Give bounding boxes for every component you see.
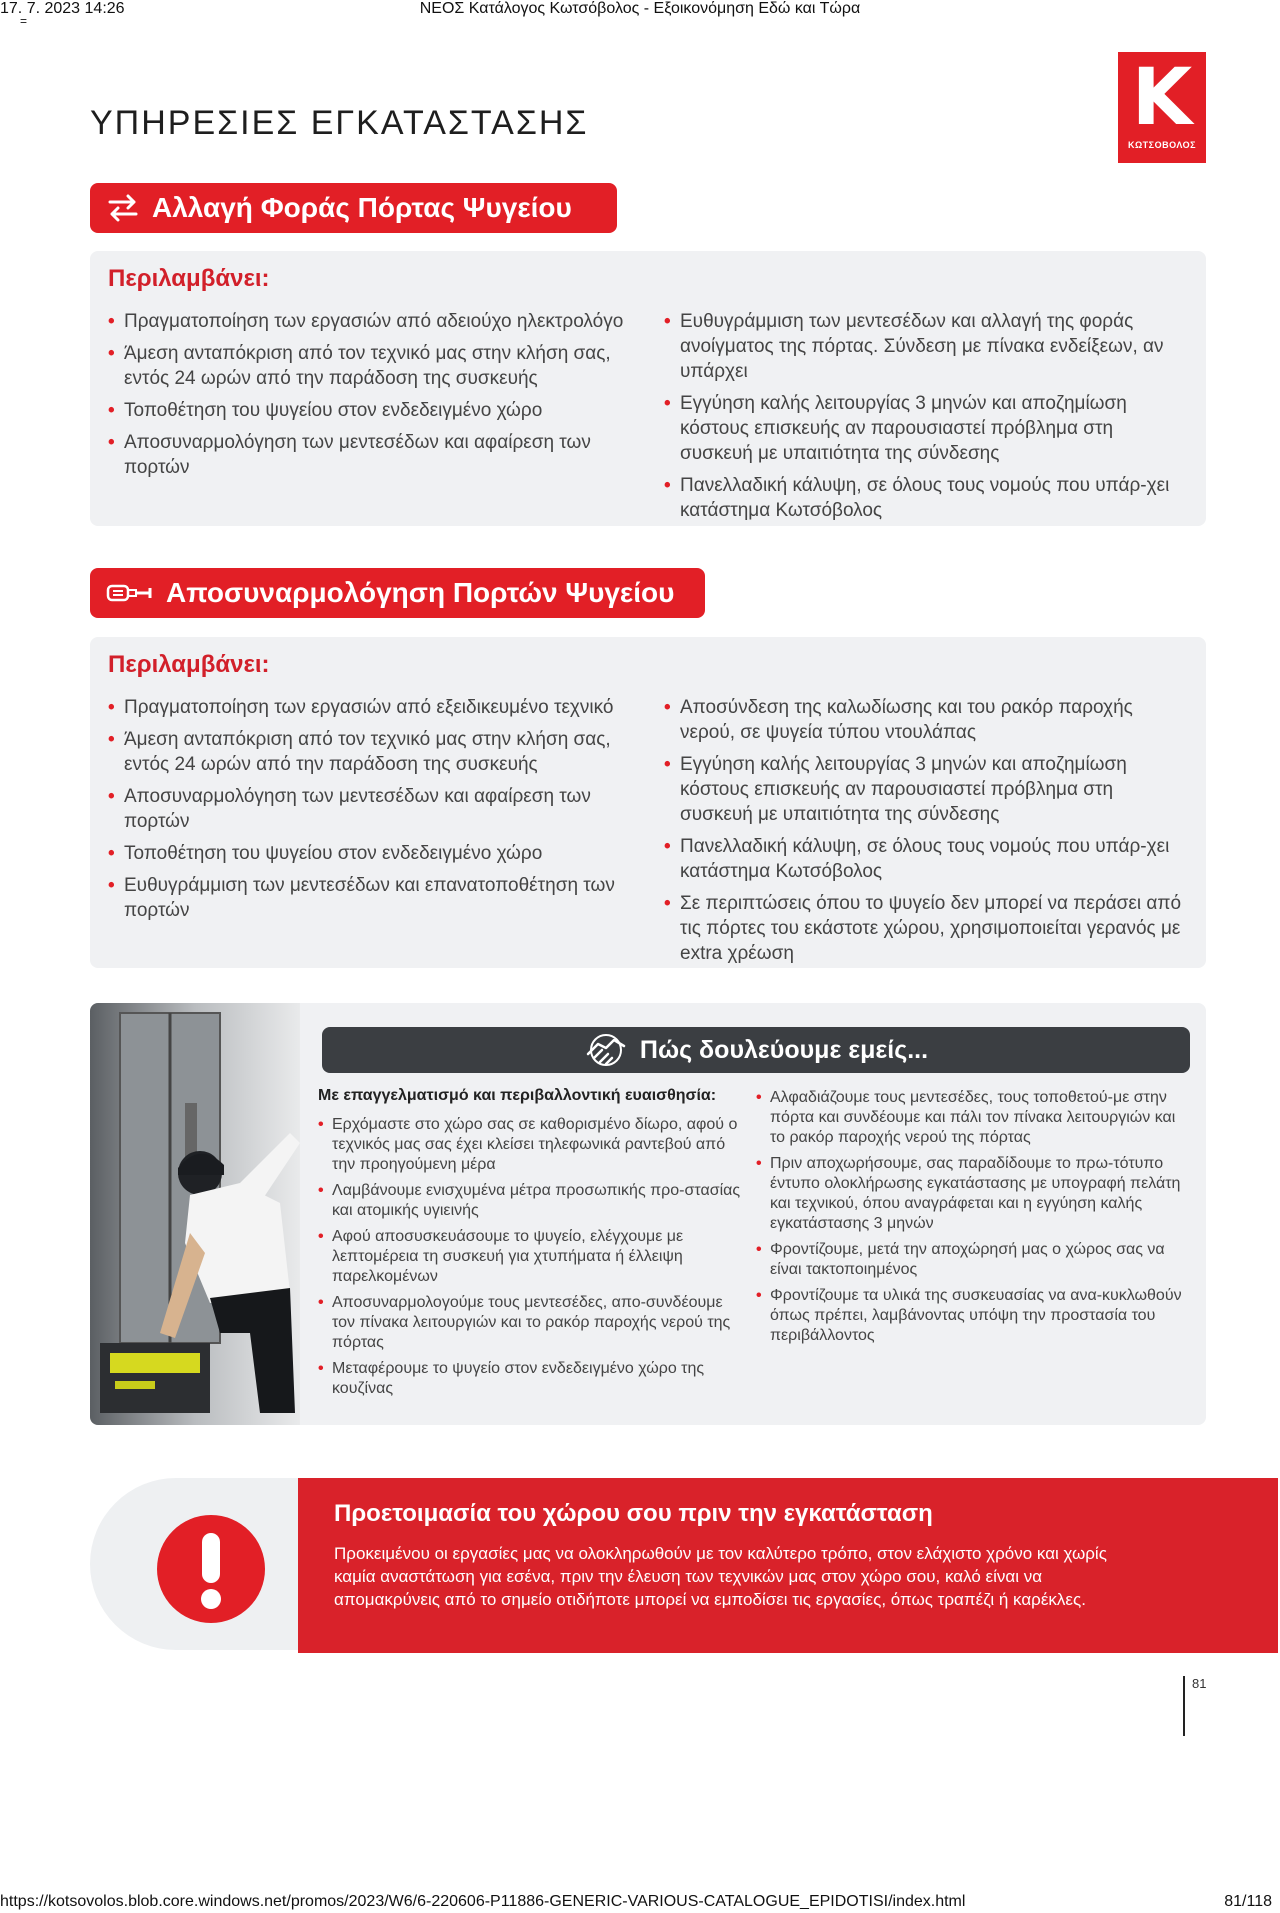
section-title: Αλλαγή Φοράς Πόρτας Ψυγείου [152, 192, 572, 223]
list-item: • Ερχόμαστε στο χώρο σας σε καθορισμένο δίωρο, αφού ο τεχνικός μας σας έχει κλείσει τηλεφωνικά ραντεβού από την προηγούμενη μέρα [318, 1115, 743, 1175]
print-mark: = [20, 14, 28, 28]
list-item: • Πραγματοποίηση των εργασιών από αδειούχο ηλεκτρολόγο [108, 309, 628, 334]
print-datetime: 17. 7. 2023 14:26 [0, 0, 125, 17]
section-title: Αποσυναρμολόγηση Πορτών Ψυγείου [166, 577, 675, 608]
print-url: https://kotsovolos.blob.core.windows.net/promos/2023/W6/6-220606-P11886-GENERIC-VARIOUS-CATALOGUE_EPIDOTISI/index.html [0, 1893, 966, 1910]
list-item: • Αποσυναρμολόγηση των μεντεσέδων και αφαίρεση των πορτών [108, 784, 628, 834]
includes-label: Περιλαμβάνει: [108, 651, 270, 678]
list-item: • Μεταφέρουμε το ψυγείο στον ενδεδειγμένο χώρο της κουζίνας [318, 1359, 743, 1399]
logo-word: ΚΩΤΣΟΒΟΛΟΣ [1127, 140, 1197, 150]
includes-list-left [108, 695, 628, 930]
list-item: • Λαμβάνουμε ενισχυμένα μέτρα προσωπικής προ-στασίας και ατομικής υγιεινής [318, 1181, 743, 1221]
includes-list-right [664, 695, 1189, 973]
screwdriver-icon [106, 581, 154, 605]
list-item: • Αφού αποσυσκευάσουμε το ψυγείο, ελέγχουμε με λεπτομέρεια τη συσκευή για χτυπήματα ή έλλειψη παρελκομένων [318, 1227, 743, 1287]
how-we-work-subtitle: Με επαγγελματισμό και περιβαλλοντική ευαισθησία: [318, 1087, 717, 1104]
includes-list-right [664, 309, 1189, 530]
handshake-icon [584, 1032, 628, 1068]
list-item: • Σε περιπτώσεις όπου το ψυγείο δεν μπορεί να περάσει από τις πόρτες του εκάστοτε χώρου, χρησιμοποιείται γερανός με extra χρέωση [664, 891, 1189, 966]
list-item: • Πραγματοποίηση των εργασιών από εξειδικευμένο τεχνικό [108, 695, 628, 720]
list-item: • Φροντίζουμε τα υλικά της συσκευασίας να ανα-κυκλωθούν όπως πρέπει, λαμβάνοντας υπόψη την προστασία του περιβάλλοντος [756, 1286, 1191, 1346]
page-number-rule [1183, 1676, 1185, 1736]
includes-panel-door-reversal [90, 251, 1206, 526]
section-heading-door-disassembly [90, 568, 705, 618]
includes-list-left [108, 309, 628, 487]
list-item: • Τοποθέτηση του ψυγείου στον ενδεδειγμένο χώρο [108, 841, 628, 866]
list-item: • Εγγύηση καλής λειτουργίας 3 μηνών και αποζημίωση κόστους επισκευής αν παρουσιαστεί πρόβλημα στη συσκευή με υπαιτιότητα της σύνδεσης [664, 391, 1189, 466]
list-item: • Αποσύνδεση της καλωδίωσης και του ρακόρ παροχής νερού, σε ψυγεία τύπου ντουλάπας [664, 695, 1189, 745]
list-item: • Αλφαδιάζουμε τους μεντεσέδες, τους τοποθετού-με στην πόρτα και συνδέουμε και πάλι τον πίνακα λειτουργιών και το ρακόρ παροχής νερού της πόρτας [756, 1088, 1191, 1148]
preparation-notice [298, 1478, 1278, 1653]
page-title: ΥΠΗΡΕΣΙΕΣ ΕΓΚΑΤΑΣΤΑΣΗΣ [90, 104, 589, 142]
list-item: • Αποσυναρμολογούμε τους μεντεσέδες, απο-συνδέουμε τον πίνακα λειτουργιών και το ρακόρ παροχής νερού της πόρτας [318, 1293, 743, 1353]
print-page-count: 81/118 [1224, 1893, 1272, 1910]
technician-photo [90, 1003, 300, 1425]
section-heading-door-reversal [90, 183, 617, 233]
list-item: • Ευθυγράμμιση των μεντεσέδων και επανατοποθέτηση των πορτών [108, 873, 628, 923]
notice-title: Προετοιμασία του χώρου σου πριν την εγκατάσταση [334, 1500, 933, 1527]
list-item: • Ευθυγράμμιση των μεντεσέδων και αλλαγή της φοράς ανοίγματος της πόρτας. Σύνδεση με πίνακα ενδείξεων, αν υπάρχει [664, 309, 1189, 384]
list-item: • Πανελλαδική κάλυψη, σε όλους τους νομούς που υπάρ-χει κατάστημα Κωτσόβολος [664, 473, 1189, 523]
logo-letter: K [1131, 53, 1193, 143]
print-header [0, 0, 1280, 30]
list-item: • Πανελλαδική κάλυψη, σε όλους τους νομούς που υπάρ-χει κατάστημα Κωτσόβολος [664, 834, 1189, 884]
print-title: ΝΕΟΣ Κατάλογος Κωτσόβολος - Εξοικονόμηση Εδώ και Τώρα [419, 0, 861, 17]
print-footer [0, 1887, 1280, 1913]
list-item: • Φροντίζουμε, μετά την αποχώρησή μας ο χώρος σας να είναι τακτοποιημένος [756, 1240, 1191, 1280]
page-number: 81 [1192, 1676, 1207, 1691]
kotsovolos-logo [1118, 52, 1206, 163]
list-item: • Αποσυναρμολόγηση των μεντεσέδων και αφαίρεση των πορτών [108, 430, 628, 480]
exclamation-icon [155, 1513, 267, 1630]
how-we-work-title: Πώς δουλεύουμε εμείς... [639, 1035, 929, 1064]
list-item: • Τοποθέτηση του ψυγείου στον ενδεδειγμένο χώρο [108, 398, 628, 423]
notice-body: Προκειμένου οι εργασίες μας να ολοκληρωθούν με τον καλύτερο τρόπο, στον ελάχιστο χρόνο και χωρίς καμία αναστάτωση για εσένα, πριν την έλευση των τεχνικών μας στον χώρο σου, καλό είναι να απομακρύνεις από το σημείο οτιδήποτε μπορεί να εμποδίσει τις εργασίες, όπως τραπέζι ή καρέκλες. [334, 1544, 1107, 1609]
list-item: • Εγγύηση καλής λειτουργίας 3 μηνών και αποζημίωση κόστους επισκευής αν παρουσιαστεί πρόβλημα στη συσκευή με υπαιτιότητα της σύνδεσης [664, 752, 1189, 827]
swap-arrows-icon [106, 192, 140, 224]
how-we-work-heading [322, 1027, 1190, 1073]
list-item: • Πριν αποχωρήσουμε, σας παραδίδουμε το πρω-τότυπο έντυπο ολοκλήρωσης εγκατάστασης με υπογραφή πελάτη και τεχνικού, όπου αναγράφεται και η εγγύηση καλής εγκατάστασης 3 μηνών [756, 1154, 1191, 1234]
includes-label: Περιλαμβάνει: [108, 265, 270, 292]
list-item: • Άμεση ανταπόκριση από τον τεχνικό μας στην κλήση σας, εντός 24 ωρών από την παράδοση της συσκευής [108, 341, 628, 391]
includes-panel-door-disassembly [90, 637, 1206, 968]
how-list-right [756, 1088, 1191, 1352]
how-list-left [318, 1115, 743, 1405]
how-we-work-panel [90, 1003, 1206, 1425]
list-item: • Άμεση ανταπόκριση από τον τεχνικό μας στην κλήση σας, εντός 24 ωρών από την παράδοση της συσκευής [108, 727, 628, 777]
